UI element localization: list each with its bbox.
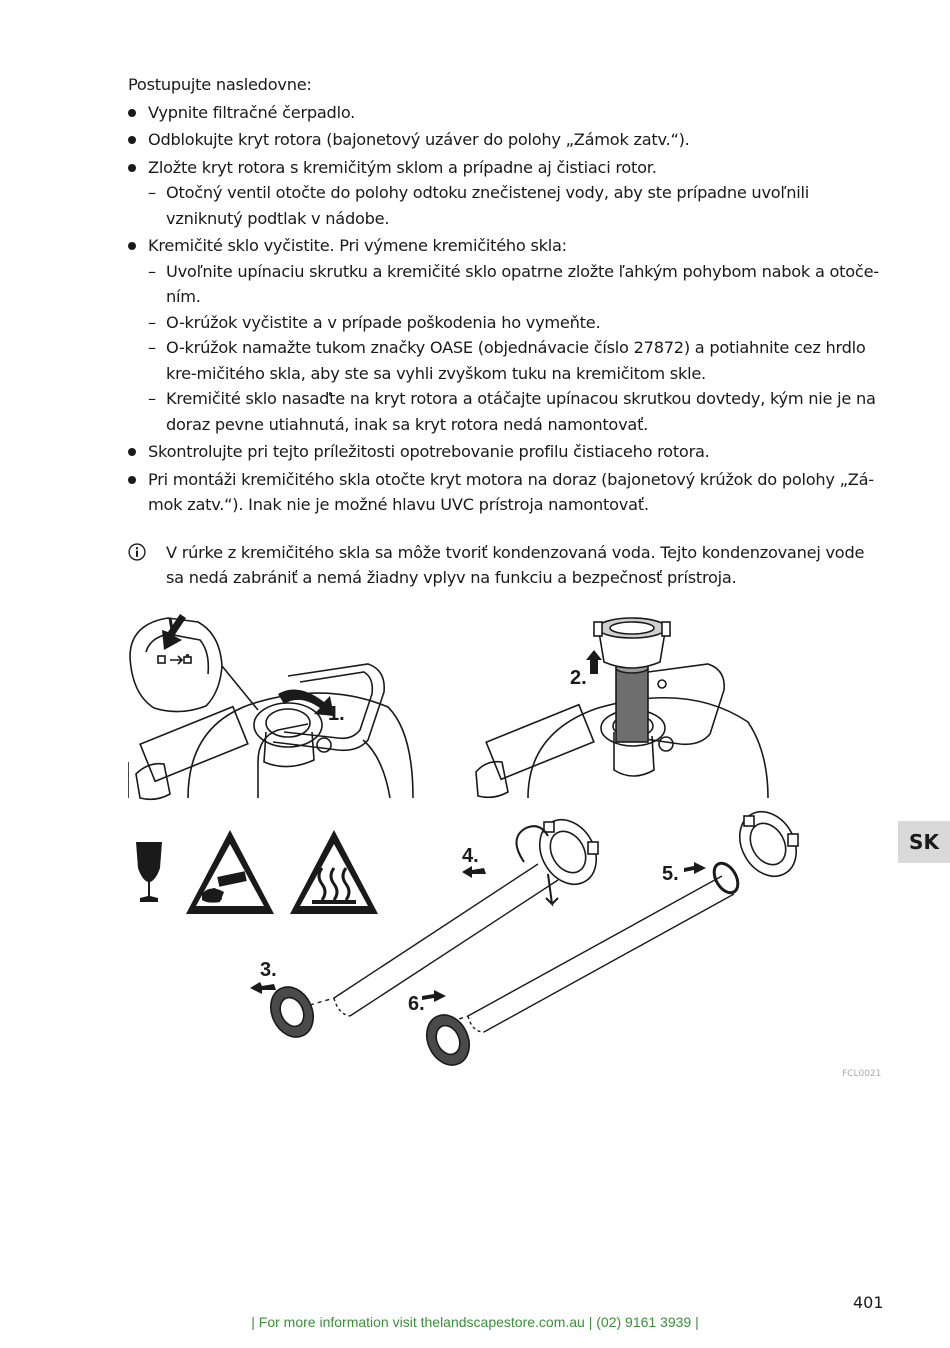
tube-cap-4 — [528, 810, 607, 895]
sub-step-text: Uvoľnite upínaciu skrutku a kremičité sklo opatrne zložte ľahkým pohybom nabok a otoče-ním. — [166, 261, 879, 306]
step-1-label: 1. — [328, 703, 345, 725]
arrow-right-icon — [422, 990, 446, 1002]
arrow-left-icon — [462, 866, 486, 878]
bullet-icon — [128, 136, 136, 144]
info-icon — [128, 543, 146, 561]
arrow-up-icon — [586, 650, 602, 674]
sub-step-text: Kremičité sklo nasaďte na kryt rotora a otáčajte upínacou skrutkou dovtedy, kým nie je na doraz pevne utiahnutá, inak sa kryt rotora nedá namontovať. — [166, 389, 876, 434]
figure-code: FCL0021 — [842, 1069, 882, 1079]
step-item — [128, 127, 883, 153]
step-text: Vypnite filtračné čerpadlo. — [148, 102, 356, 122]
quartz-tube-right — [310, 876, 734, 1032]
arrow-right-icon — [684, 862, 706, 874]
sub-step-item — [128, 259, 883, 310]
step-6-label: 6. — [408, 993, 425, 1015]
step-item — [128, 155, 883, 232]
hot-surface-warning-icon — [290, 830, 378, 914]
info-note — [128, 540, 883, 591]
sub-step-text: O-krúžok vyčistite a v prípade poškodenia ho vymeňte. — [166, 312, 601, 332]
step-item — [128, 467, 883, 518]
step-4-label: 4. — [462, 845, 479, 867]
step-text: Zložte kryt rotora s kremičitým sklom a prípadne aj čistiaci rotor. — [148, 157, 657, 177]
bullet-icon — [128, 164, 136, 172]
dash-marker: – — [148, 261, 156, 281]
bullet-icon — [128, 242, 136, 250]
step-item — [128, 100, 883, 126]
step-text: Kremičité sklo vyčistite. Pri výmene kremičitého skla: — [148, 236, 567, 255]
arrow-left-icon — [250, 982, 276, 994]
dash-marker: – — [148, 183, 156, 202]
bullet-icon — [128, 448, 136, 456]
quartz-tube-left — [334, 864, 558, 1016]
sub-step-text: Otočný ventil otočte do polohy odtoku znečistenej vody, aby ste prípadne uvoľnili vzniknutý podtlak v nádobe. — [166, 183, 809, 228]
footer-text: | For more information visit thelandscapestore.com.au | (02) 9161 3939 | — [251, 1314, 699, 1330]
o-ring — [709, 859, 742, 897]
step-list — [128, 100, 883, 518]
bullet-icon — [128, 109, 136, 117]
sub-step-text: O-krúžok namažte tukom značky OASE (objednávacie číslo 27872) a potiahnite cez hrdlo kre-mičitého skla, aby ste sa vyhli zvyškom tuku na kremičitom skle. — [166, 338, 866, 383]
sub-step-item — [128, 310, 883, 336]
step-item — [128, 439, 883, 465]
dash-marker: – — [148, 312, 156, 332]
maintenance-illustration — [128, 612, 803, 1068]
bullet-icon — [128, 476, 136, 484]
dash-marker: – — [148, 389, 156, 408]
fragile-glass-icon — [136, 842, 162, 902]
step-5-label: 5. — [662, 863, 679, 885]
step-item — [128, 233, 883, 437]
note-text: V rúrke z kremičitého skla sa môže tvoriť kondenzovaná voda. Tejto kondenzovanej vode sa nedá zabrániť a nemá žiadny vplyv na funkciu a bezpečnosť prístroja. — [166, 542, 865, 587]
tube-cap-5 — [728, 802, 803, 887]
step-3-label: 3. — [260, 959, 277, 981]
dash-marker: – — [148, 338, 156, 357]
intro-text: Postupujte nasledovne: — [128, 75, 312, 94]
instructions — [128, 72, 883, 591]
step-text: Pri montáži kremičitého skla otočte kryt motora na doraz (bajonetový krúžok do polohy „Zá-mok zatv.“). Inak nie je možné hlavu UVC prístroja namontovať. — [148, 469, 874, 514]
sub-step-item — [128, 386, 883, 437]
sub-step-item — [128, 335, 883, 386]
step-text: Odblokujte kryt rotora (bajonetový uzáver do polohy „Zámok zatv.“). — [148, 130, 690, 149]
language-tab: SK — [898, 821, 950, 863]
page-number: 401 — [853, 1293, 884, 1312]
detail-inset — [130, 618, 258, 712]
rotor-cover-part — [594, 618, 670, 742]
step-2-label: 2. — [570, 667, 587, 689]
sub-step-list — [148, 259, 883, 438]
corrosive-warning-icon — [186, 830, 274, 914]
sub-step-list — [148, 180, 883, 231]
sub-step-item — [128, 180, 883, 231]
step-text: Skontrolujte pri tejto príležitosti opotrebovanie profilu čistiaceho rotora. — [148, 442, 710, 461]
